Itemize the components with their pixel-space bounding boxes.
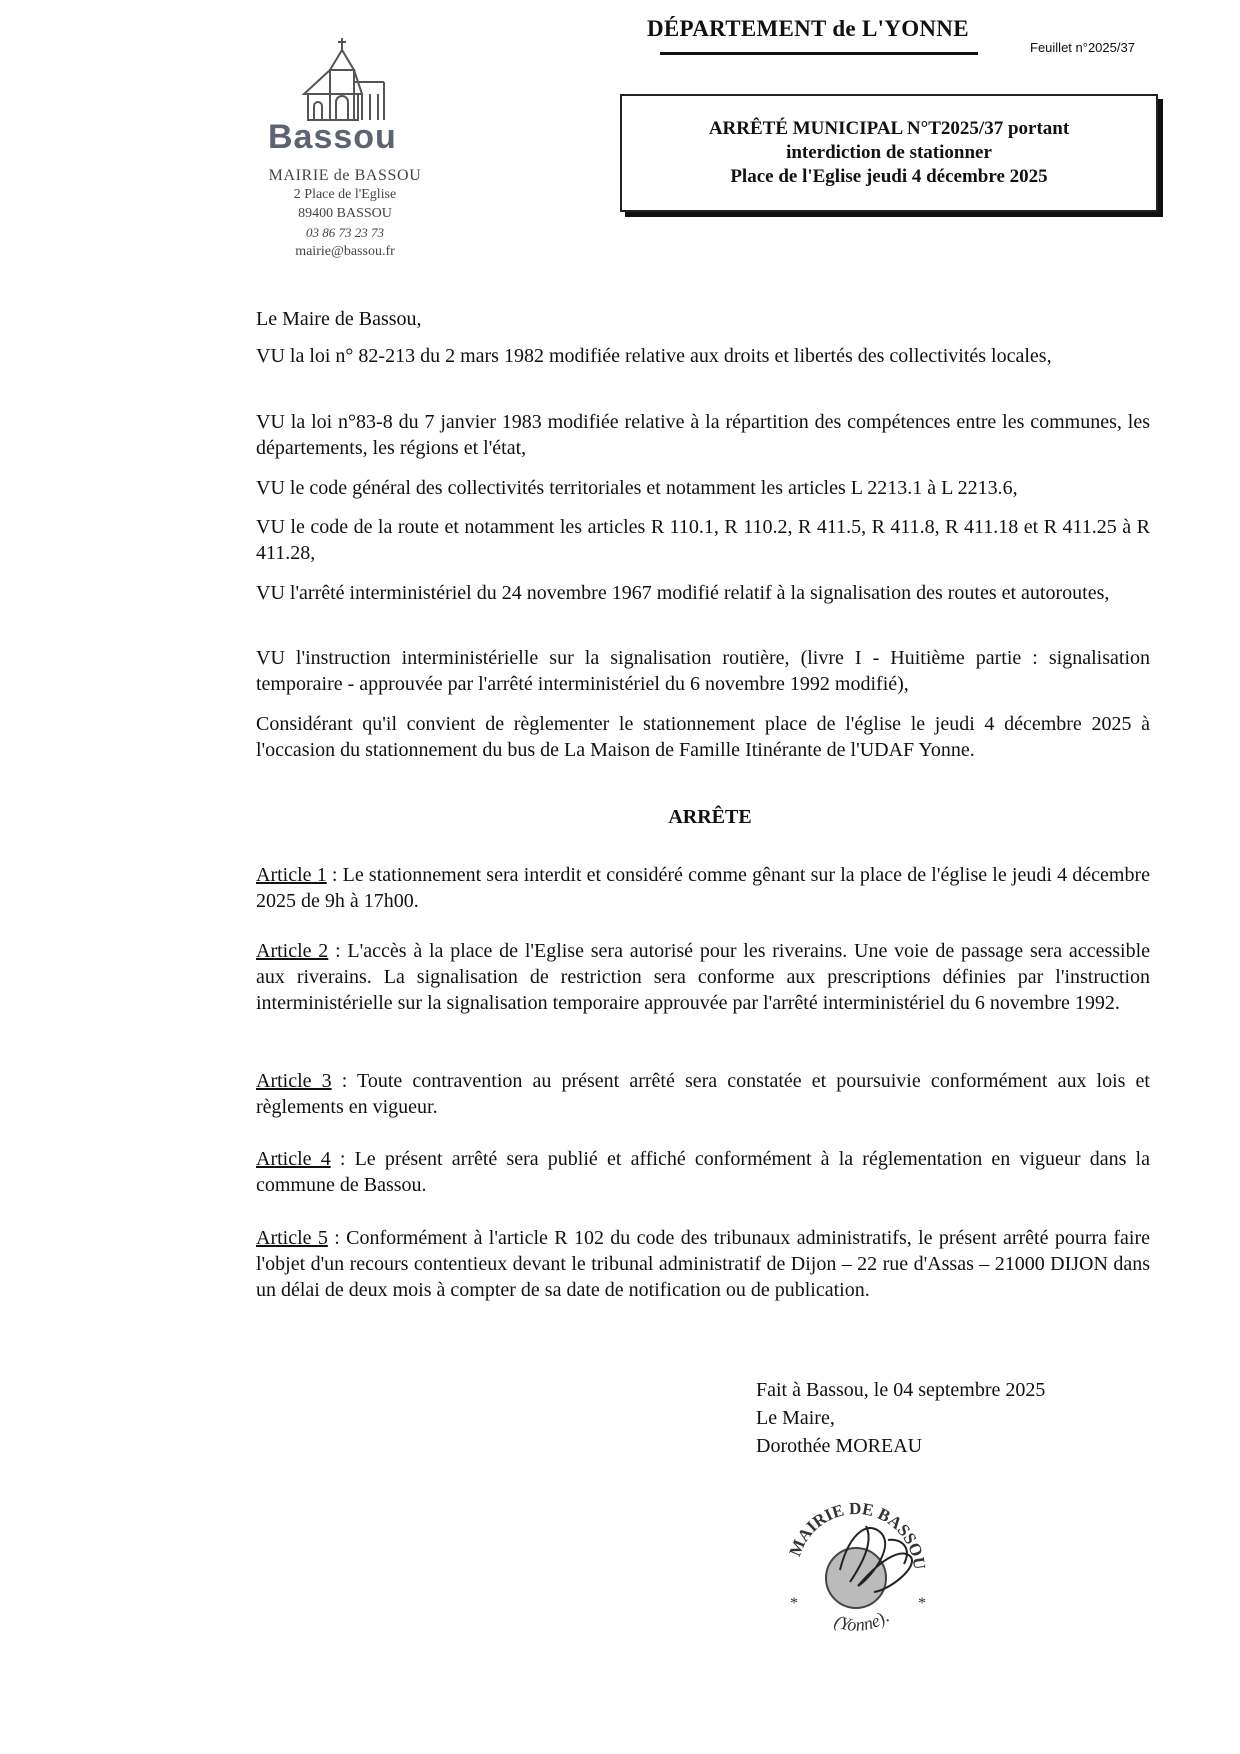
article-3-text: : Toute contravention au présent arrêté sera constatée et poursuivie conformément aux lois et règlements en vigueur. [256, 1070, 1150, 1118]
article-5 [256, 1225, 1150, 1303]
signature-place-date: Fait à Bassou, le 04 septembre 2025 [756, 1379, 1046, 1401]
preamble-vu-6: VU l'instruction interministérielle sur la signalisation routière, (livre I - Huitième partie : signalisation temporaire - approuvée par l'arrêté interministériel du 6 novembre 1992 modifié), [256, 647, 1150, 695]
decree-title-line-3: Place de l'Eglise jeudi 4 décembre 2025 [730, 166, 1048, 187]
church-logo-icon [300, 36, 400, 122]
article-1-text: : Le stationnement sera interdit et considéré comme gênant sur la place de l'église le jeudi 4 décembre 2025 de 9h à 17h00. [256, 864, 1151, 912]
preamble-considerant: Considérant qu'il convient de règlementer le stationnement place de l'église le jeudi 4 décembre 2025 à l'occasion du stationnement du bus de La Maison de Famille Itinérante de l'UDAF Yonne. [256, 713, 1150, 761]
preamble-vu-1: VU la loi n° 82-213 du 2 mars 1982 modifiée relative aux droits et libertés des collectivités locales, [256, 345, 1052, 367]
department-underline [660, 52, 978, 55]
mairie-phone: 03 86 73 23 73 [306, 225, 384, 240]
mairie-address-block [250, 166, 440, 261]
stamp-bottom-text: (Yonne). [831, 1606, 893, 1635]
article-4-text: : Le présent arrêté sera publié et affiché conformément à la réglementation en vigueur dans la commune de Bassou. [256, 1148, 1150, 1196]
article-5-label: Article 5 [256, 1227, 328, 1249]
preamble-vu-5: VU l'arrêté interministériel du 24 novembre 1967 modifié relatif à la signalisation des routes et autoroutes, [256, 582, 1110, 604]
article-1-label: Article 1 [256, 864, 327, 886]
decision-heading: ARRÊTE [668, 806, 752, 828]
decree-title-box [620, 94, 1158, 212]
signature-role: Le Maire, [756, 1407, 835, 1429]
stamp-star-right-icon: * [918, 1595, 926, 1612]
article-3 [256, 1068, 1150, 1120]
preamble-vu-3: VU le code général des collectivités territoriales et notamment les articles L 2213.1 à L 2213.6, [256, 477, 1018, 499]
stamp-star-left-icon: * [790, 1595, 798, 1612]
stamp-top-text: MAIRIE DE BASSOU [785, 1498, 930, 1571]
article-5-text: : Conformément à l'article R 102 du code des tribunaux administratifs, le présent arrêté pourra faire l'objet d'un recours contentieux devant le tribunal administratif de Dijon – 22 rue d'Assas – 21000 DIJON dans un délai de deux mois à compter de sa date de notification ou de publication. [256, 1227, 1151, 1301]
mairie-email: mairie@bassou.fr [295, 244, 395, 259]
article-1 [256, 862, 1150, 914]
mairie-address: 2 Place de l'Eglise [293, 187, 397, 202]
logo-wordmark: Bassou [268, 118, 397, 156]
article-2-text: : L'accès à la place de l'Eglise sera autorisé pour les riverains. Une voie de passage sera accessible aux riverains. La signalisation de restriction sera conforme aux prescriptions définies par l'instruction interministérielle sur la signalisation temporaire approuvée par l'arrêté interministériel du 6 novembre 1992. [256, 940, 1150, 1014]
decree-title-line-1: ARRÊTÉ MUNICIPAL N°T2025/37 portant [708, 118, 1070, 139]
stamp-emblem [826, 1548, 886, 1608]
article-4 [256, 1146, 1150, 1198]
mairie-name: MAIRIE de BASSOU [268, 167, 422, 184]
article-2-label: Article 2 [256, 940, 329, 962]
preamble-vu-2: VU la loi n°83-8 du 7 janvier 1983 modifiée relative à la répartition des compétences entre les communes, les départements, les régions et l'état, [256, 411, 1150, 459]
signature-name: Dorothée MOREAU [756, 1435, 923, 1457]
decree-title-line-2: interdiction de stationner [786, 142, 992, 163]
sheet-number: Feuillet n°2025/37 [1030, 40, 1135, 55]
article-3-label: Article 3 [256, 1070, 332, 1092]
article-2 [256, 938, 1150, 1016]
article-4-label: Article 4 [256, 1148, 331, 1170]
preamble-intro: Le Maire de Bassou, [256, 308, 422, 330]
mairie-city: 89400 BASSOU [298, 206, 392, 221]
department-title: DÉPARTEMENT de L'YONNE [647, 16, 969, 41]
preamble-vu-4: VU le code de la route et notamment les articles R 110.1, R 110.2, R 411.5, R 411.8, R 411.18 et R 411.25 à R 411.28, [256, 516, 1150, 564]
official-stamp [770, 1490, 940, 1640]
